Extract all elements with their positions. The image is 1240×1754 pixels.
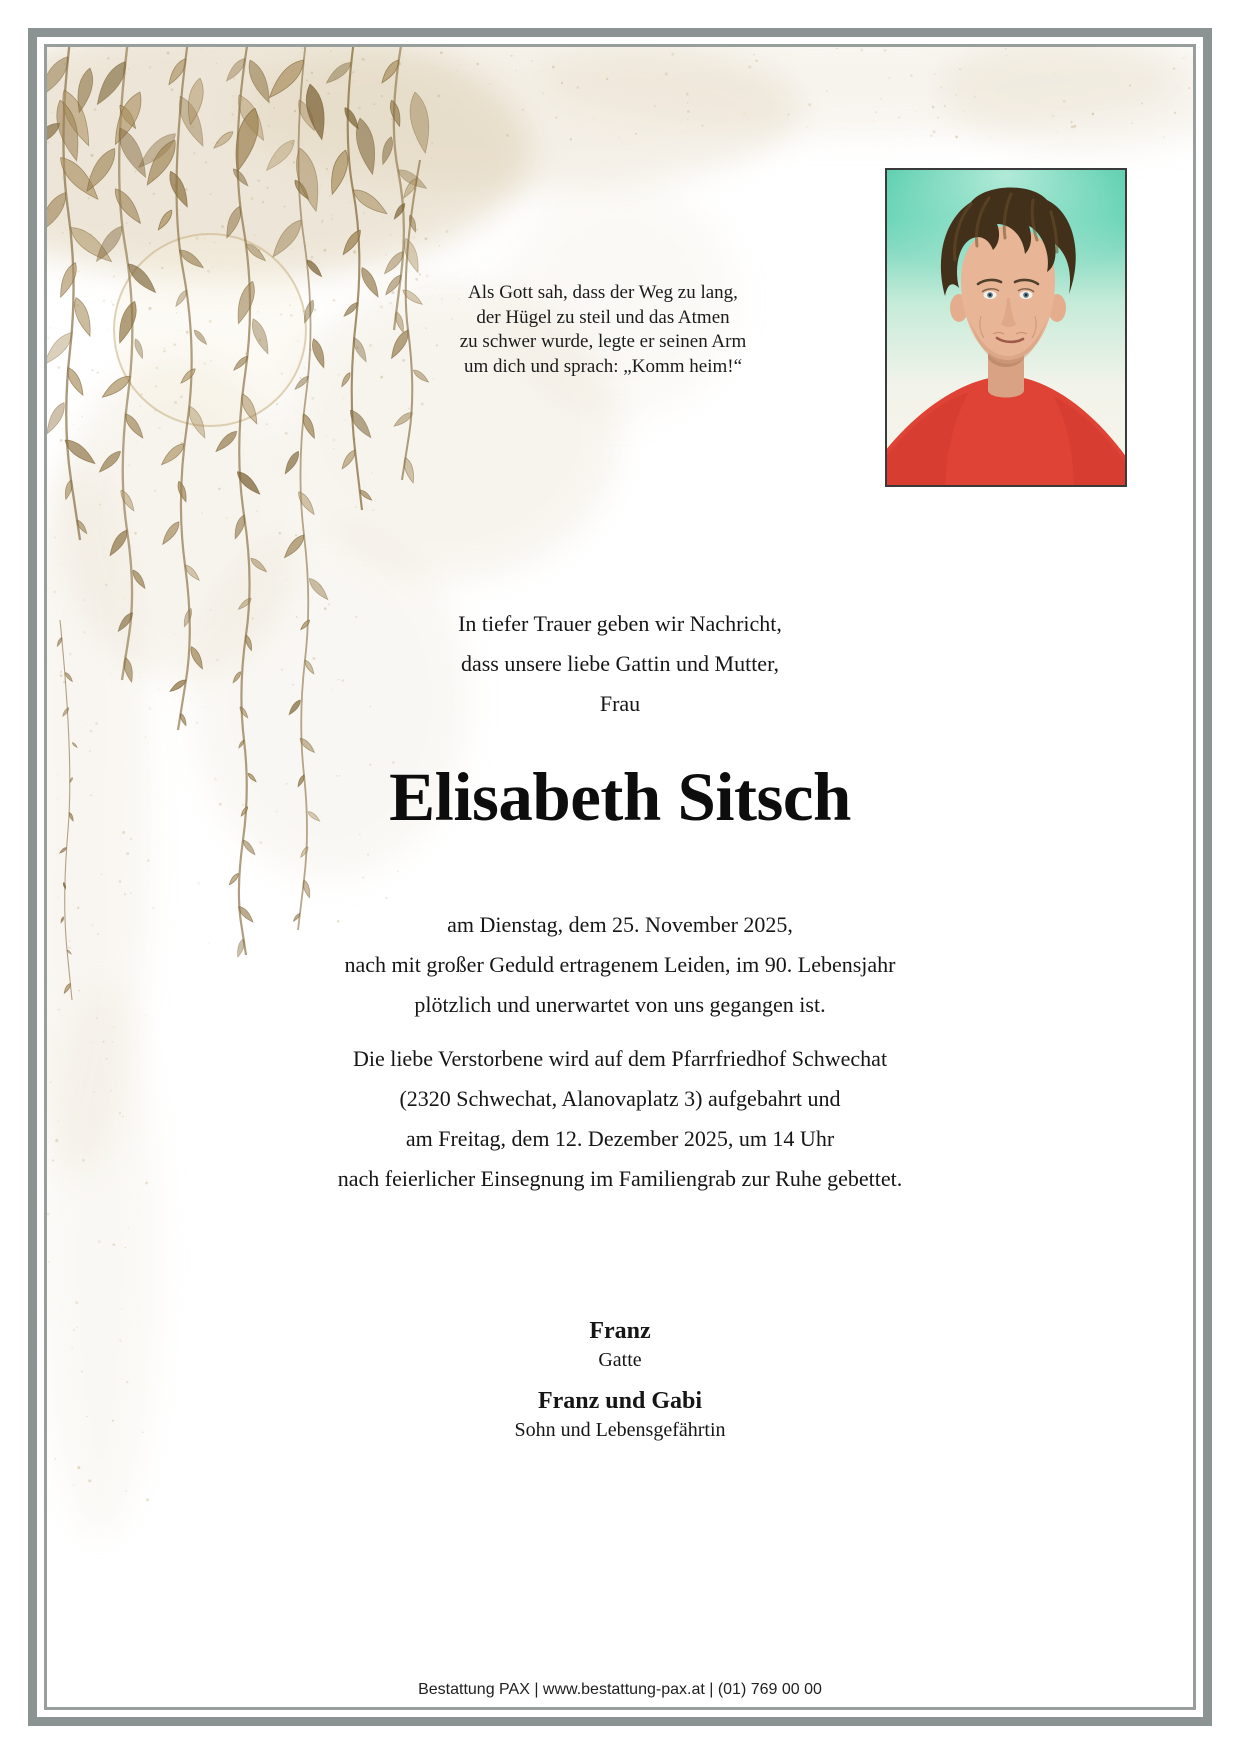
funeral-details-line: am Freitag, dem 12. Dezember 2025, um 14 Uhr	[405, 1126, 835, 1151]
mourner-name: Franz und Gabi	[537, 1388, 703, 1414]
quote-line: Als Gott sah, dass der Weg zu lang,	[468, 282, 738, 303]
funeral-details	[0, 1039, 1240, 1199]
announcement-intro	[0, 604, 1240, 724]
intro-line: In tiefer Trauer geben wir Nachricht,	[458, 611, 782, 636]
funeral-home-footer: Bestattung PAX | www.bestattung-pax.at | (01) 769 00 00	[418, 1681, 822, 1698]
quote-line: zu schwer wurde, legte er seinen Arm	[459, 331, 747, 352]
intro-line: dass unsere liebe Gattin und Mutter,	[460, 651, 780, 676]
mourner-relation: Sohn und Lebensgefährtin	[514, 1419, 726, 1441]
mourner-name: Franz	[589, 1318, 651, 1344]
portrait-photo	[885, 168, 1127, 487]
quote-line: um dich und sprach: „Komm heim!“	[463, 355, 743, 377]
portrait-photo-image	[885, 168, 1127, 487]
death-details-line: nach mit großer Geduld ertragenem Leiden, im 90. Lebensjahr	[344, 952, 896, 977]
intro-line: Frau	[599, 691, 641, 716]
quote-line: der Hügel zu steil und das Atmen	[476, 306, 730, 328]
mourner-relation: Gatte	[598, 1349, 642, 1371]
funeral-details-line: nach feierlicher Einsegnung im Familiengrab zur Ruhe gebettet.	[337, 1166, 903, 1191]
death-details-line: plötzlich und unerwartet von uns gegangen ist.	[414, 992, 826, 1017]
death-details-line: am Dienstag, dem 25. November 2025,	[447, 912, 793, 937]
funeral-details-line: (2320 Schwechat, Alanovaplatz 3) aufgebahrt und	[399, 1086, 841, 1111]
death-details	[0, 905, 1240, 1025]
deceased-name: Elisabeth Sitsch	[389, 759, 851, 835]
funeral-details-line: Die liebe Verstorbene wird auf dem Pfarrfriedhof Schwechat	[352, 1046, 888, 1071]
